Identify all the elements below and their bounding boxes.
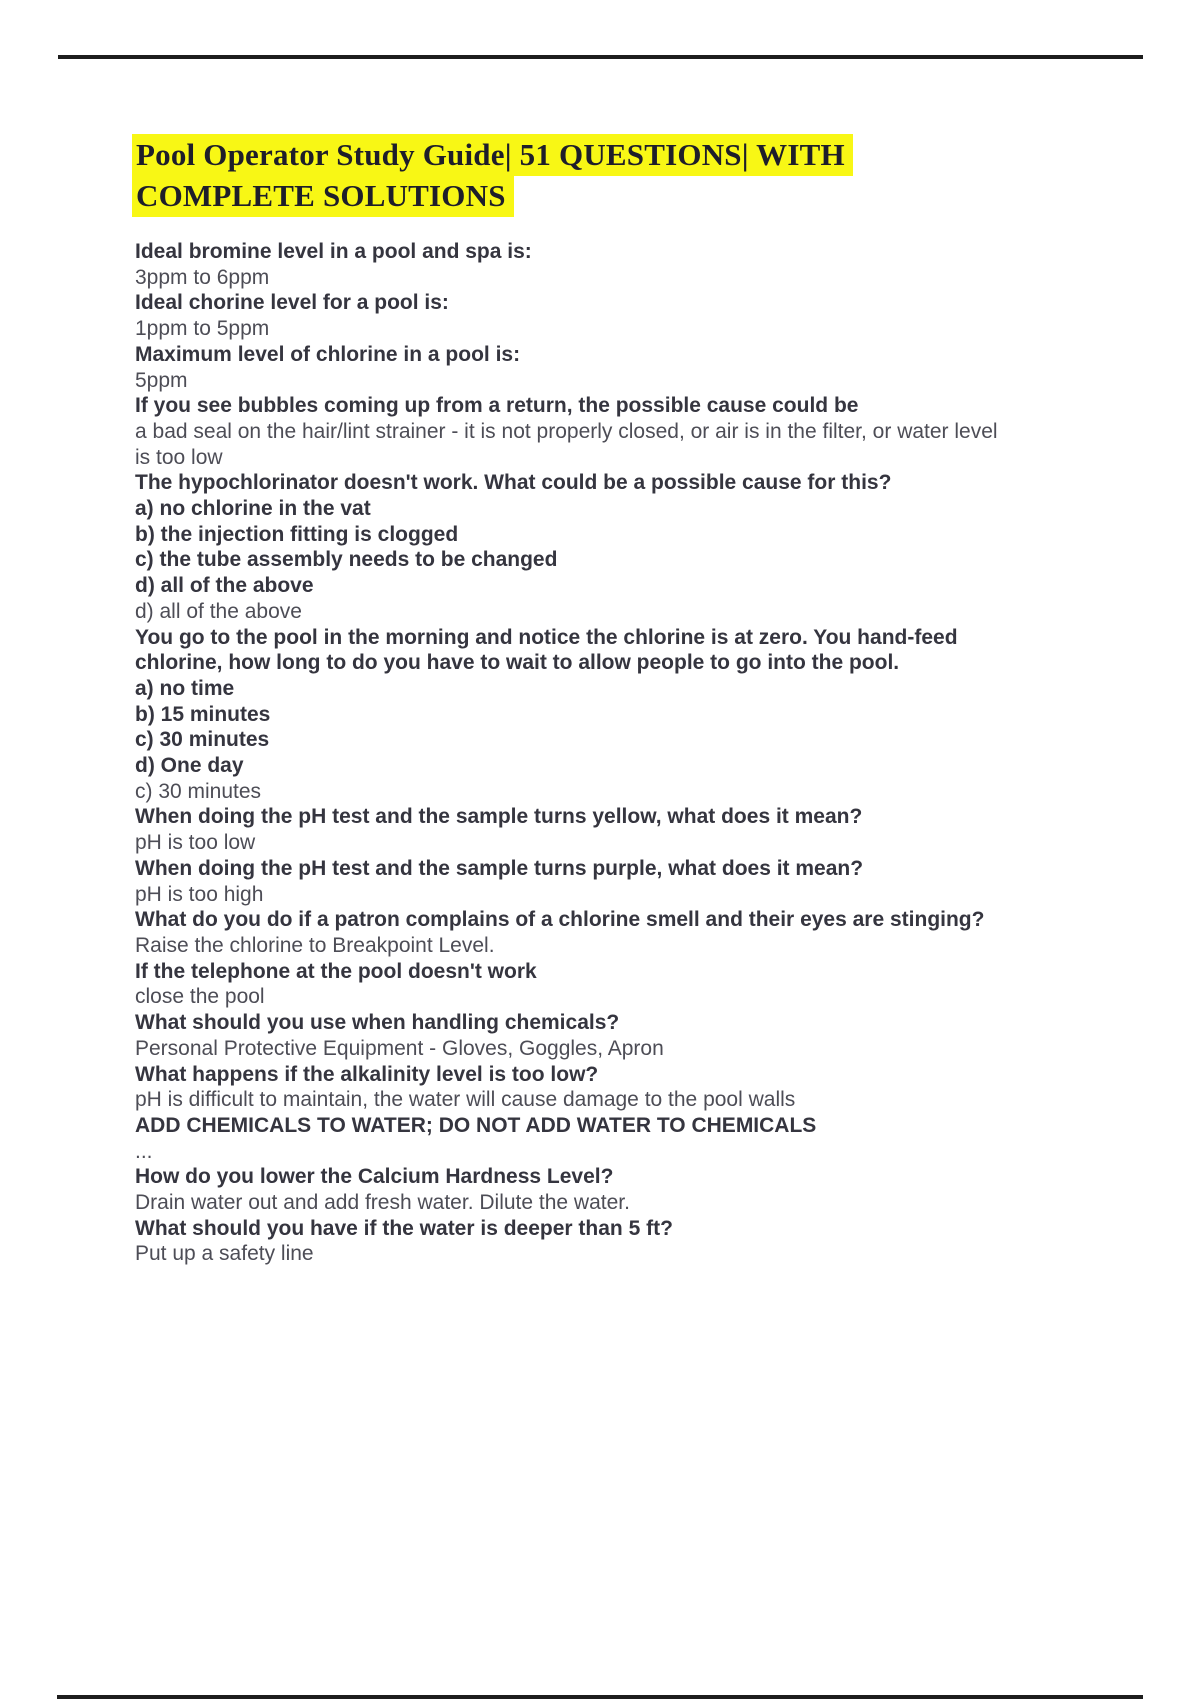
question-line: a) no chlorine in the vat — [135, 497, 371, 521]
question-line: b) 15 minutes — [135, 702, 271, 726]
answer-line: Put up a safety line — [135, 1242, 314, 1266]
top-rule-divider — [58, 55, 1143, 59]
answer-line: 1ppm to 5ppm — [135, 317, 270, 341]
answer-line: a bad seal on the hair/lint strainer - it is not properly closed, or air is in the filter, or water level is too low — [135, 419, 998, 469]
answer-line: Personal Protective Equipment - Gloves, Goggles, Apron — [135, 1036, 664, 1060]
question-line: How do you lower the Calcium Hardness Level? — [135, 1165, 614, 1189]
question-line: ADD CHEMICALS TO WATER; DO NOT ADD WATER TO CHEMICALS — [135, 1113, 817, 1137]
question-line: c) the tube assembly needs to be changed — [135, 548, 558, 572]
question-line: Ideal bromine level in a pool and spa is: — [135, 240, 532, 263]
answer-line: Drain water out and add fresh water. Dilute the water. — [135, 1191, 630, 1215]
page-title-line-2 — [132, 175, 992, 216]
answer-line: c) 30 minutes — [135, 779, 262, 803]
answer-line: close the pool — [135, 985, 265, 1009]
document-body — [135, 239, 1007, 1267]
question-line: d) all of the above — [135, 574, 314, 598]
question-line: What happens if the alkalinity level is too low? — [135, 1062, 599, 1086]
page-title — [132, 134, 992, 216]
question-line: When doing the pH test and the sample turns purple, what does it mean? — [135, 856, 864, 880]
question-line: You go to the pool in the morning and notice the chlorine is at zero. You hand-feed chlorine, how long to do you have to wait to allow people to go into the pool. — [135, 625, 958, 675]
question-line: Ideal chorine level for a pool is: — [135, 291, 449, 315]
question-line: The hypochlorinator doesn't work. What could be a possible cause for this? — [135, 471, 892, 495]
bottom-rule-divider — [57, 1695, 1143, 1699]
answer-line: pH is difficult to maintain, the water will cause damage to the pool walls — [135, 1088, 796, 1112]
answer-line: d) all of the above — [135, 599, 302, 623]
question-line: If you see bubbles coming up from a return, the possible cause could be — [135, 394, 859, 418]
question-line: What should you use when handling chemicals? — [135, 1011, 620, 1035]
question-line: What do you do if a patron complains of a chlorine smell and their eyes are stinging? — [135, 908, 985, 932]
answer-line: ... — [135, 1139, 153, 1163]
title-highlight: COMPLETE SOLUTIONS — [132, 175, 514, 217]
answer-line: 5ppm — [135, 368, 188, 392]
question-line: a) no time — [135, 676, 235, 700]
page-title-line-1 — [132, 134, 992, 175]
title-highlight: Pool Operator Study Guide| 51 QUESTIONS| WITH — [132, 134, 853, 176]
answer-line: Raise the chlorine to Breakpoint Level. — [135, 933, 495, 957]
question-line: c) 30 minutes — [135, 728, 270, 752]
question-line: b) the injection fitting is clogged — [135, 522, 459, 546]
question-line: What should you have if the water is deeper than 5 ft? — [135, 1216, 673, 1240]
question-line: When doing the pH test and the sample turns yellow, what does it mean? — [135, 805, 863, 829]
answer-line: 3ppm to 6ppm — [135, 265, 270, 289]
answer-line: pH is too low — [135, 831, 256, 855]
question-line: d) One day — [135, 754, 244, 778]
answer-line: pH is too high — [135, 882, 264, 906]
question-line: If the telephone at the pool doesn't work — [135, 959, 537, 983]
question-line: Maximum level of chlorine in a pool is: — [135, 342, 521, 366]
